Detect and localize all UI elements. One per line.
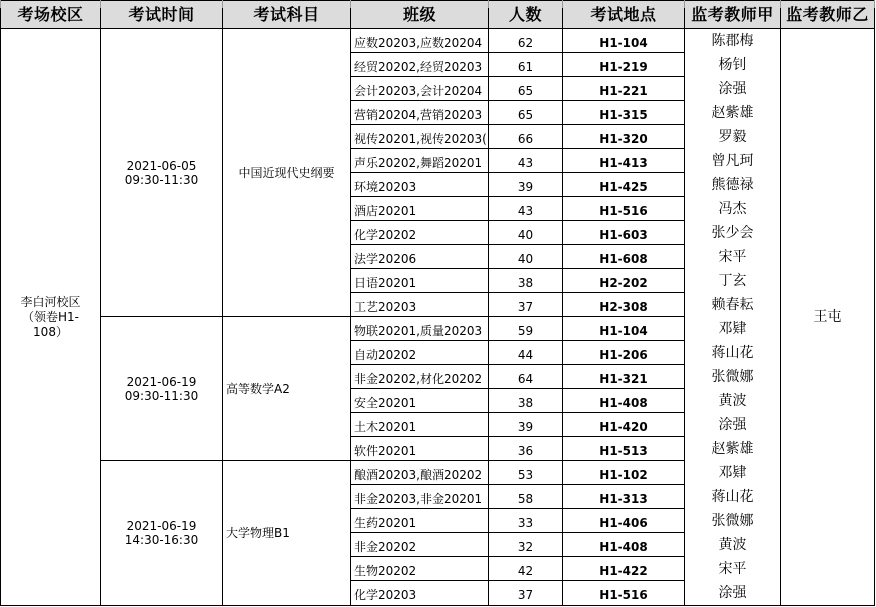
count-cell: 37: [517, 299, 534, 314]
border-line: [0, 28, 875, 29]
teacher-a-cell: 邓肄: [718, 465, 747, 481]
row-divider: [350, 292, 685, 293]
class-cell: 工艺20203: [354, 299, 417, 314]
row-divider: [350, 556, 685, 557]
exam-time-cell: [101, 317, 222, 460]
class-cell: 非金20202: [354, 539, 417, 554]
column-divider: [100, 0, 101, 606]
row-divider: [350, 340, 685, 341]
row-divider: [350, 412, 685, 413]
class-cell: 自动20202: [354, 347, 417, 362]
sheet-grid-mark: [684, 0, 685, 8]
location-cell: H1-321: [599, 371, 648, 386]
teacher-a-cell: 涂强: [718, 585, 747, 601]
class-cell: 声乐20202,舞蹈20201: [354, 155, 483, 170]
campus-cell: [1, 29, 100, 605]
location-cell: H1-413: [599, 155, 648, 170]
header-teacher-b: 监考教师乙: [781, 1, 874, 28]
sheet-grid-mark: [780, 0, 781, 8]
row-divider: [350, 52, 685, 53]
location-cell: H1-315: [599, 107, 648, 122]
teacher-a-cell: 宋平: [718, 249, 747, 265]
count-cell: 58: [517, 491, 534, 506]
teacher-a-cell: 赵紫雄: [711, 441, 754, 457]
count-cell: 53: [517, 467, 534, 482]
teacher-a-cell: 熊德禄: [711, 177, 754, 193]
column-divider: [684, 0, 685, 606]
teacher-a-cell: 张微娜: [711, 513, 754, 529]
count-cell: 32: [517, 539, 534, 554]
row-divider: [350, 172, 685, 173]
class-cell: 化学20202: [354, 227, 417, 242]
header-count: 人数: [489, 1, 562, 28]
class-cell: 营销20204,营销20203: [354, 107, 483, 122]
class-cell: 生物20202: [354, 563, 417, 578]
header-teacher-a: 监考教师甲: [685, 1, 780, 28]
count-cell: 36: [517, 443, 534, 458]
exam-date: 2021-06-19: [126, 519, 197, 533]
count-cell: 43: [517, 155, 534, 170]
location-cell: H1-420: [599, 419, 648, 434]
class-cell: 法学20206: [354, 251, 417, 266]
header-location: 考试地点: [563, 1, 684, 28]
location-cell: H1-513: [599, 443, 648, 458]
row-divider: [350, 436, 685, 437]
count-cell: 66: [517, 131, 534, 146]
count-cell: 39: [517, 419, 534, 434]
exam-time-cell: [101, 29, 222, 316]
sheet-grid-mark: [350, 0, 351, 8]
location-cell: H1-408: [599, 539, 648, 554]
column-divider: [0, 0, 1, 606]
teacher-a-cell: 赖春耘: [711, 297, 754, 313]
count-cell: 61: [517, 59, 534, 74]
row-divider: [350, 460, 685, 461]
sheet-grid-mark: [0, 0, 1, 8]
teacher-a-cell: 蒋山花: [711, 489, 754, 505]
class-cell: 会计20203,会计20204: [354, 83, 483, 98]
class-cell: 酿酒20203,酿酒20202: [354, 467, 483, 482]
teacher-a-cell: 冯杰: [718, 201, 747, 217]
sheet-grid-mark: [488, 0, 489, 8]
location-cell: H1-425: [599, 179, 648, 194]
class-cell: 视传20201,视传20203(: [354, 131, 487, 146]
teacher-a-cell: 涂强: [718, 417, 747, 433]
group-divider: [100, 316, 351, 317]
location-cell: H1-219: [599, 59, 648, 74]
header-class: 班级: [351, 1, 488, 28]
location-cell: H1-608: [599, 251, 648, 266]
count-cell: 42: [517, 563, 534, 578]
count-cell: 65: [517, 107, 534, 122]
exam-time: 09:30-11:30: [124, 388, 199, 403]
campus-name: 李白河校区: [20, 294, 81, 309]
teacher-a-cell: 涂强: [718, 81, 747, 97]
exam-date: 2021-06-05: [126, 158, 197, 173]
row-divider: [350, 388, 685, 389]
teacher-a-cell: 陈郡梅: [711, 33, 754, 49]
location-cell: H1-313: [599, 491, 648, 506]
location-cell: H1-516: [599, 587, 648, 602]
location-cell: H1-516: [599, 203, 648, 218]
class-cell: 化学20203: [354, 587, 417, 602]
location-cell: H1-221: [599, 83, 648, 98]
count-cell: 44: [517, 347, 534, 362]
teacher-a-cell: 宋平: [718, 561, 747, 577]
exam-subject-cell: 高等数学A2: [226, 381, 290, 396]
sheet-grid-mark: [562, 0, 563, 8]
row-divider: [350, 244, 685, 245]
count-cell: 40: [517, 227, 534, 242]
sheet-grid-mark: [874, 0, 875, 8]
column-divider: [350, 0, 351, 606]
location-cell: H1-102: [599, 467, 648, 482]
location-cell: H1-406: [599, 515, 648, 530]
class-cell: 日语20201: [354, 275, 417, 290]
row-divider: [350, 316, 685, 317]
exam-time-cell: [101, 461, 222, 605]
sheet-grid-mark: [222, 0, 223, 8]
class-cell: 经贸20202,经贸20203: [354, 59, 483, 74]
count-cell: 38: [517, 275, 534, 290]
row-divider: [350, 220, 685, 221]
exam-subject-cell: 大学物理B1: [226, 526, 290, 540]
location-cell: H2-308: [599, 299, 648, 314]
class-cell: 安全20201: [354, 395, 417, 410]
exam-time: 09:30-11:30: [124, 172, 199, 187]
group-divider: [100, 460, 351, 461]
teacher-a-cell: 赵紫雄: [711, 105, 754, 121]
count-cell: 37: [517, 587, 534, 602]
column-divider: [780, 0, 781, 606]
class-cell: 环境20203: [354, 179, 417, 194]
teacher-a-cell: 杨钊: [718, 57, 747, 73]
exam-subject-cell: 中国近现代史纲要: [238, 165, 335, 180]
column-divider: [488, 0, 489, 606]
count-cell: 40: [517, 251, 534, 266]
class-cell: 物联20201,质量20203: [354, 323, 483, 338]
exam-time: 14:30-16:30: [124, 533, 199, 547]
location-cell: H1-603: [599, 227, 648, 242]
campus-note-room: 108）: [33, 324, 68, 339]
location-cell: H1-408: [599, 395, 648, 410]
teacher-a-cell: 邓肄: [718, 321, 747, 337]
teacher-a-cell: 罗毅: [718, 129, 747, 145]
count-cell: 33: [517, 515, 534, 530]
class-cell: 非金20203,非金20201: [354, 491, 483, 506]
header-campus: 考场校区: [1, 1, 100, 28]
row-divider: [350, 508, 685, 509]
exam-date: 2021-06-19: [126, 374, 197, 389]
teacher-a-cell: 张少会: [711, 225, 754, 241]
class-cell: 软件20201: [354, 443, 417, 458]
location-cell: H1-422: [599, 563, 648, 578]
location-cell: H1-104: [599, 35, 648, 50]
row-divider: [350, 580, 685, 581]
sheet-grid-mark: [100, 0, 101, 8]
row-divider: [350, 124, 685, 125]
column-divider: [222, 0, 223, 606]
header-subject: 考试科目: [223, 1, 350, 28]
count-cell: 39: [517, 179, 534, 194]
location-cell: H1-206: [599, 347, 648, 362]
teacher-a-cell: 曾凡珂: [711, 153, 754, 169]
location-cell: H1-320: [599, 131, 648, 146]
row-divider: [350, 532, 685, 533]
row-divider: [350, 268, 685, 269]
location-cell: H1-104: [599, 323, 648, 338]
class-cell: 酒店20201: [354, 203, 417, 218]
count-cell: 62: [517, 35, 534, 50]
row-divider: [350, 100, 685, 101]
class-cell: 非金20202,材化20202: [354, 371, 483, 386]
teacher-a-cell: 黄波: [718, 537, 747, 553]
count-cell: 59: [517, 323, 534, 338]
border-line: [0, 0, 875, 1]
column-divider: [562, 0, 563, 606]
teacher-a-cell: 丁玄: [718, 273, 747, 289]
teacher-a-cell: 张微娜: [711, 369, 754, 385]
count-cell: 38: [517, 395, 534, 410]
teacher-a-cell: 黄波: [718, 393, 747, 409]
row-divider: [350, 484, 685, 485]
row-divider: [350, 76, 685, 77]
class-cell: 土木20201: [354, 419, 417, 434]
teacher-a-cell: 蒋山花: [711, 345, 754, 361]
row-divider: [350, 148, 685, 149]
location-cell: H2-202: [599, 275, 648, 290]
border-line: [0, 605, 875, 606]
campus-note: （领卷H1-: [22, 309, 79, 324]
row-divider: [350, 196, 685, 197]
row-divider: [350, 364, 685, 365]
teacher-b-cell: 王屯: [813, 309, 842, 325]
class-cell: 生药20201: [354, 515, 417, 530]
count-cell: 65: [517, 83, 534, 98]
count-cell: 43: [517, 203, 534, 218]
count-cell: 64: [517, 371, 534, 386]
header-time: 考试时间: [101, 1, 222, 28]
class-cell: 应数20203,应数20204: [354, 35, 483, 50]
column-divider: [874, 0, 875, 606]
